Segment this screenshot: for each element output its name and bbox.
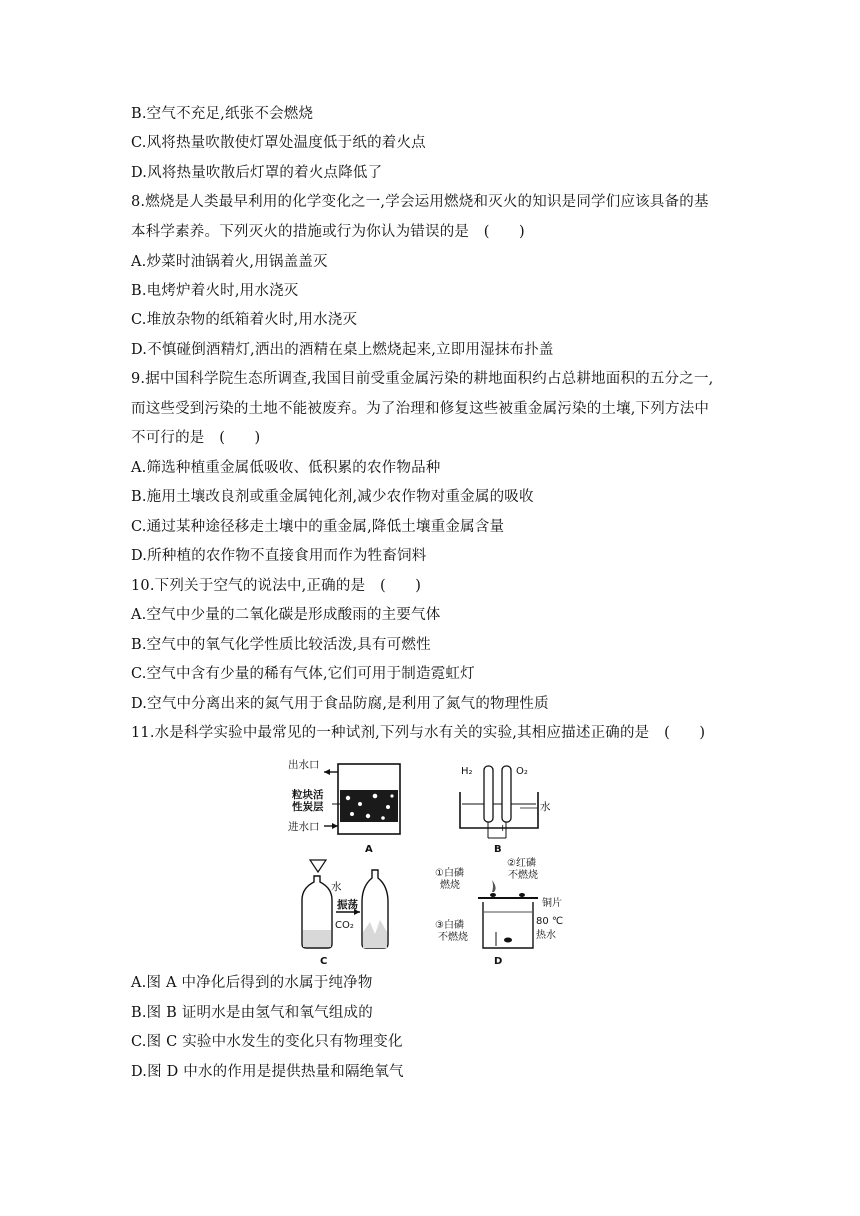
figure-a-inlet-label: 进水口: [288, 821, 320, 833]
option-7d: D.风将热量吹散后灯罩的着火点降低了: [131, 165, 383, 181]
figure-b-caption: B: [494, 844, 502, 855]
figure-d-label-3b: 不燃烧: [438, 932, 468, 943]
question-9-line3: 不可行的是 ( ): [131, 430, 261, 446]
option-11c: C.图 C 实验中水发生的变化只有物理变化: [131, 1034, 403, 1050]
option-11a: A.图 A 中净化后得到的水属于纯净物: [131, 975, 373, 991]
figure-d-combustion: [435, 856, 563, 967]
question-8-line1: 8.燃烧是人类最早利用的化学变化之一,学会运用燃烧和灭火的知识是同学们应该具备的基: [131, 194, 709, 210]
figure-d-temp-label: 80 ℃: [536, 916, 564, 927]
option-10c: C.空气中含有少量的稀有气体,它们可用于制造霓虹灯: [131, 666, 475, 682]
question-9-line1: 9.据中国科学院生态所调查,我国目前受重金属污染的耕地面积约占总耕地面积的五分之一,: [131, 371, 714, 387]
figure-a-filter: [288, 758, 400, 855]
option-10d: D.空气中分离出来的氮气用于食品防腐,是利用了氮气的物理性质: [131, 696, 549, 712]
figure-b-water-label: 水: [540, 801, 551, 813]
option-11b: B.图 B 证明水是由氢气和氧气组成的: [131, 1005, 373, 1021]
option-8c: C.堆放杂物的纸箱着火时,用水浇灭: [131, 312, 358, 328]
figure-a-layer-label-1: 粒块活: [292, 789, 324, 801]
figure-c-caption: C: [320, 956, 328, 967]
question-10: 10.下列关于空气的说法中,正确的是 ( ): [131, 578, 422, 594]
figure-d-label-1b: 燃烧: [440, 880, 460, 891]
experiment-figure: [280, 752, 590, 972]
experiment-figure-svg: [280, 752, 590, 972]
figure-c-co2-label: CO₂: [335, 920, 354, 931]
figure-d-label-1a: ①白磷: [435, 868, 464, 879]
figure-d-label-2a: ②红磷: [507, 858, 536, 869]
figure-c-shake-label: 振荡: [337, 899, 358, 911]
figure-d-copper-label: 铜片: [542, 898, 562, 909]
option-7c: C.风将热量吹散使灯罩处温度低于纸的着火点: [131, 135, 426, 151]
question-11: 11.水是科学实验中最常见的一种试剂,下列与水有关的实验,其相应描述正确的是 ( ): [131, 725, 706, 741]
option-11d: D.图 D 中水的作用是提供热量和隔绝氧气: [131, 1064, 404, 1080]
figure-b-h2-label: H₂: [461, 766, 473, 777]
figure-d-caption: D: [494, 956, 503, 967]
option-8a: A.炒菜时油锅着火,用锅盖盖灭: [131, 254, 328, 270]
figure-c-bottles: [302, 860, 388, 967]
option-10b: B.空气中的氧气化学性质比较活泼,具有可燃性: [131, 637, 431, 653]
figure-c-water-label: 水: [331, 881, 342, 893]
question-9-line2: 而这些受到污染的土地不能被废弃。为了治理和修复这些被重金属污染的土壤,下列方法中: [131, 401, 710, 417]
figure-a-caption: A: [365, 844, 373, 855]
option-10a: A.空气中少量的二氧化碳是形成酸雨的主要气体: [131, 607, 441, 623]
figure-b-o2-label: O₂: [516, 766, 528, 777]
option-7b: B.空气不充足,纸张不会燃烧: [131, 106, 314, 122]
figure-b-electrolysis: [460, 766, 551, 855]
figure-d-label-3a: ③白磷: [435, 920, 464, 931]
option-8b: B.电烤炉着火时,用水浇灭: [131, 283, 299, 299]
figure-a-layer-label-2: 性炭层: [292, 801, 324, 813]
option-9a: A.筛选种植重金属低吸收、低积累的农作物品种: [131, 460, 441, 476]
question-8-line2: 本科学素养。下列灭火的措施或行为你认为错误的是 ( ): [131, 224, 525, 240]
option-9c: C.通过某种途径移走土壤中的重金属,降低土壤重金属含量: [131, 519, 505, 535]
option-9b: B.施用土壤改良剂或重金属钝化剂,减少农作物对重金属的吸收: [131, 489, 534, 505]
option-8d: D.不慎碰倒酒精灯,洒出的酒精在桌上燃烧起来,立即用湿抹布扑盖: [131, 342, 554, 358]
figure-d-label-2b: 不燃烧: [508, 870, 538, 881]
figure-b-terminal-label: − +: [487, 823, 507, 834]
option-9d: D.所种植的农作物不直接食用而作为牲畜饲料: [131, 548, 427, 564]
figure-d-hotwater-label: 热水: [536, 930, 556, 941]
figure-a-outlet-label: 出水口: [288, 759, 320, 771]
